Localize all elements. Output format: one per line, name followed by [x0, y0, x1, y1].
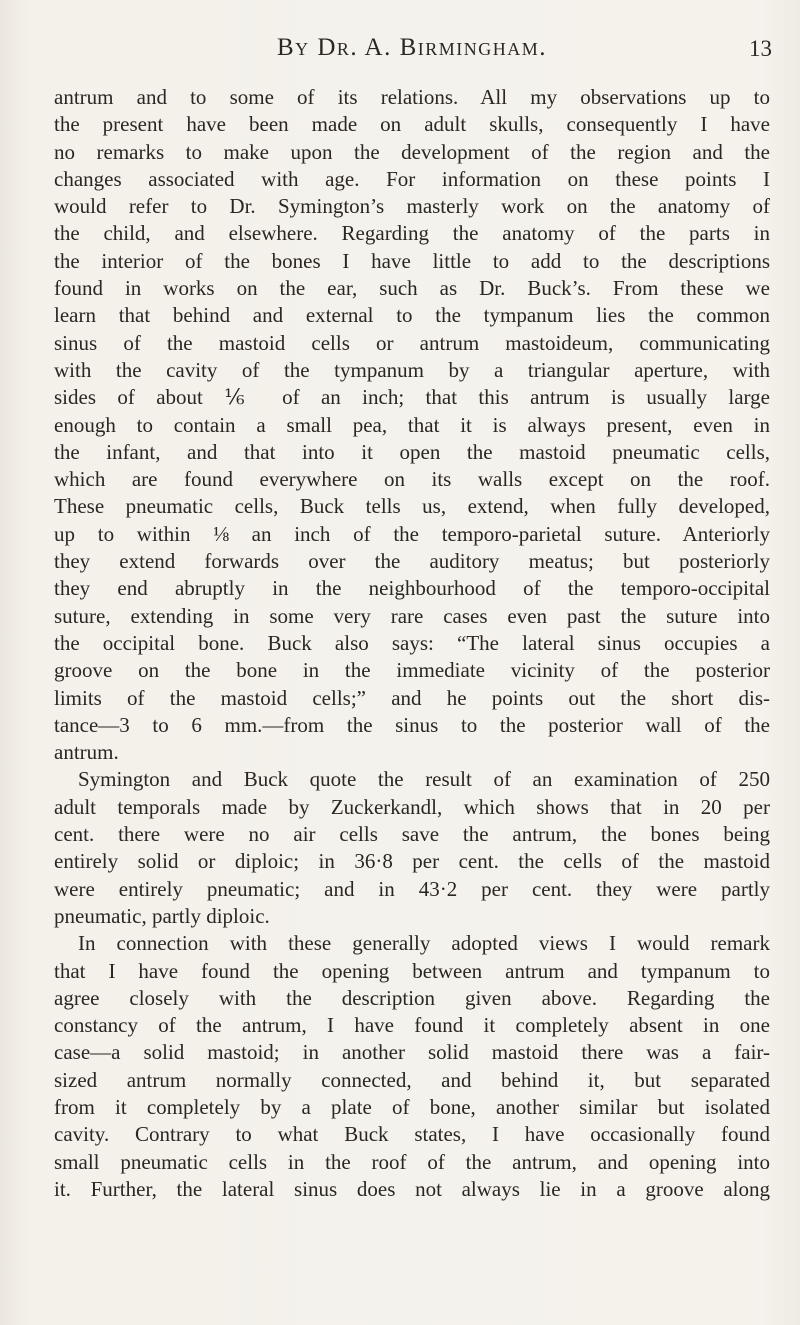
page-header — [52, 34, 772, 68]
text-line: agree closely with the description given above. Regarding the — [54, 985, 770, 1010]
text-line: groove on the bone in the immediate vicinity of the posterior — [54, 658, 770, 683]
text-line: small pneumatic cells in the roof of the antrum, and opening into — [54, 1149, 770, 1174]
text-line: constancy of the antrum, I have found it completely absent in one — [54, 1013, 770, 1038]
text-line: antrum. — [54, 740, 119, 765]
text-line: entirely solid or diploic; in 36·8 per cent. the cells of the mastoid — [54, 849, 770, 874]
text-line: pneumatic, partly diploic. — [54, 903, 270, 928]
running-head: By Dr. A. Birmingham. — [276, 34, 548, 61]
text-line: were entirely pneumatic; and in 43·2 per cent. they were partly — [54, 876, 770, 901]
text-line: learn that behind and external to the tympanum lies the common — [54, 303, 770, 328]
text-line: they end abruptly in the neighbourhood of the temporo-occipital — [54, 576, 770, 601]
text-line: the interior of the bones I have little to add to the descriptions — [54, 248, 770, 273]
text-line: up to within ⅛ an inch of the temporo-parietal suture. Anteriorly — [54, 521, 770, 546]
text-line: In connection with these generally adopted views I would remark — [78, 931, 770, 956]
text-line: antrum and to some of its relations. All my observations up to — [54, 85, 770, 109]
text-line: sides of about ⅙ of an inch; that this antrum is usually large — [54, 385, 770, 410]
text-line: adult temporals made by Zuckerkandl, which shows that in 20 per — [54, 794, 770, 819]
text-line: the present have been made on adult skulls, consequently I have — [54, 112, 770, 137]
text-line: enough to contain a small pea, that it is always present, even in — [54, 412, 770, 437]
text-line: it. Further, the lateral sinus does not always lie in a groove along — [54, 1176, 770, 1201]
text-line: the infant, and that into it open the mastoid pneumatic cells, — [54, 439, 770, 464]
text-line: from it completely by a plate of bone, another similar but isolated — [54, 1094, 770, 1119]
text-line: which are found everywhere on its walls except on the roof. — [54, 467, 770, 492]
body-text — [54, 84, 770, 1203]
text-line: limits of the mastoid cells;” and he points out the short dis- — [54, 685, 770, 710]
text-line: the child, and elsewhere. Regarding the anatomy of the parts in — [54, 221, 770, 246]
text-line: sized antrum normally connected, and behind it, but separated — [54, 1067, 770, 1092]
text-line: the occipital bone. Buck also says: “The lateral sinus occupies a — [54, 630, 770, 655]
page-number: 13 — [749, 36, 772, 61]
text-line: case—a solid mastoid; in another solid mastoid there was a fair- — [54, 1040, 770, 1065]
text-line: found in works on the ear, such as Dr. Buck’s. From these we — [54, 276, 770, 301]
text-line: no remarks to make upon the development of the region and the — [54, 139, 770, 164]
text-line: sinus of the mastoid cells or antrum mastoideum, communicating — [54, 330, 770, 355]
text-line: cavity. Contrary to what Buck states, I have occasionally found — [54, 1122, 770, 1147]
text-line: Symington and Buck quote the result of an examination of 250 — [78, 767, 770, 792]
text-line: changes associated with age. For information on these points I — [54, 166, 770, 191]
text-line: with the cavity of the tympanum by a triangular aperture, with — [54, 357, 770, 382]
text-line: cent. there were no air cells save the antrum, the bones being — [54, 822, 770, 847]
text-line: they extend forwards over the auditory meatus; but posteriorly — [54, 549, 770, 574]
text-line: would refer to Dr. Symington’s masterly work on the anatomy of — [54, 194, 770, 219]
text-line: suture, extending in some very rare cases even past the suture into — [54, 603, 770, 628]
text-line: These pneumatic cells, Buck tells us, extend, when fully developed, — [54, 494, 770, 519]
text-line: tance—3 to 6 mm.—from the sinus to the posterior wall of the — [54, 712, 770, 737]
text-line: that I have found the opening between antrum and tympanum to — [54, 958, 770, 983]
